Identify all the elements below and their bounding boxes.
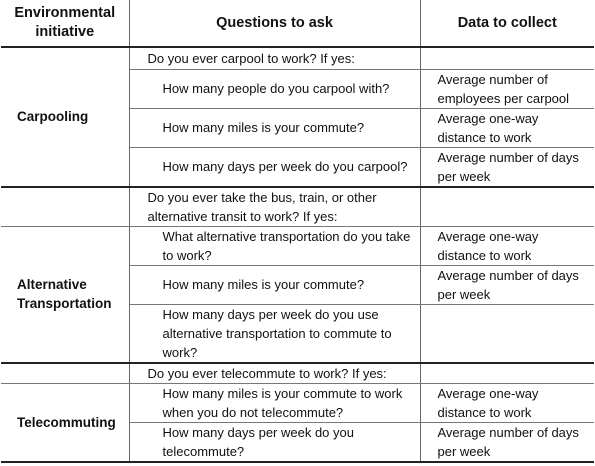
data-item: Average number of employees per carpool: [420, 69, 594, 108]
data-item: Average one-way distance to work: [420, 226, 594, 265]
data-item: Average one-way distance to work: [420, 108, 594, 147]
table-row: [1, 187, 594, 227]
data-item: Average number of days per week: [420, 423, 594, 463]
question-intro: Do you ever carpool to work? If yes:: [129, 47, 420, 69]
initiative-telecommuting: Telecommuting: [1, 384, 129, 463]
data-empty: [420, 47, 594, 69]
header-row: [1, 0, 594, 47]
initiative-carpooling: Carpooling: [1, 47, 129, 187]
initiative-alternative-transportation: Alternative Transportation: [1, 226, 129, 363]
data-item: Average number of days per week: [420, 147, 594, 187]
initiative-blank: [1, 187, 129, 227]
question: How many miles is your commute to work when you do not telecommute?: [129, 384, 420, 423]
data-empty: [420, 187, 594, 227]
question-intro: Do you ever telecommute to work? If yes:: [129, 363, 420, 384]
question: How many days per week do you telecommute?: [129, 423, 420, 463]
data-item: [420, 304, 594, 363]
question: How many miles is your commute?: [129, 108, 420, 147]
environmental-initiatives-table: [1, 0, 594, 463]
question: How many days per week do you use alternative transportation to commute to work?: [129, 304, 420, 363]
table-row: [1, 47, 594, 69]
table-row: [1, 363, 594, 384]
table-row: [1, 226, 594, 265]
question: How many days per week do you carpool?: [129, 147, 420, 187]
header-questions: Questions to ask: [129, 0, 420, 47]
data-empty: [420, 363, 594, 384]
data-item: Average number of days per week: [420, 265, 594, 304]
question: How many miles is your commute?: [129, 265, 420, 304]
header-data: Data to collect: [420, 0, 594, 47]
question: How many people do you carpool with?: [129, 69, 420, 108]
initiative-blank: [1, 363, 129, 384]
data-item: Average one-way distance to work: [420, 384, 594, 423]
question: What alternative transportation do you take to work?: [129, 226, 420, 265]
header-initiative: Environmental initiative: [1, 0, 129, 47]
question-intro: Do you ever take the bus, train, or other alternative transit to work? If yes:: [129, 187, 420, 227]
table-row: [1, 384, 594, 423]
